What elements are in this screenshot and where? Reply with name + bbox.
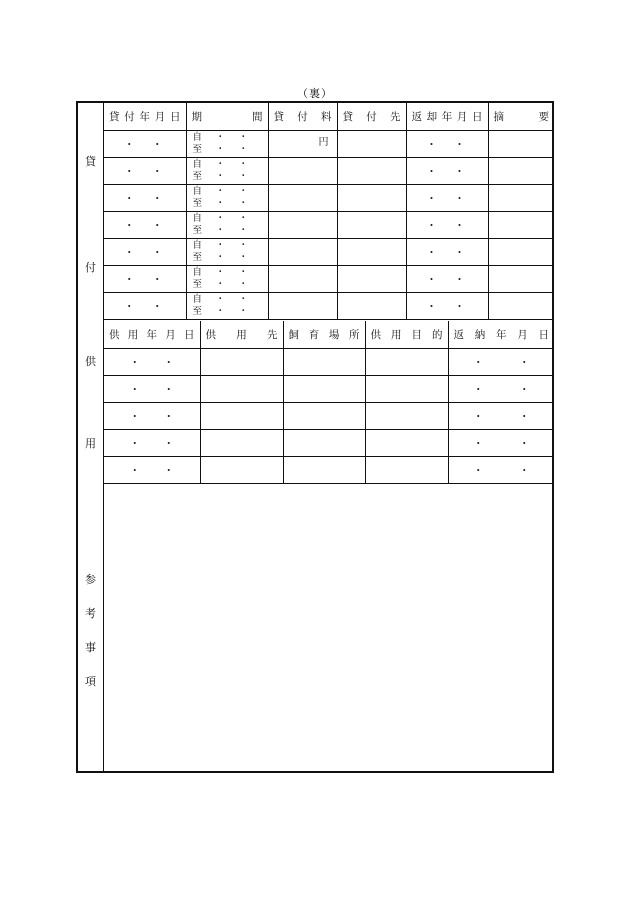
- notes-label-char-2: 考: [85, 607, 96, 620]
- period-from: 自 ・ ・: [192, 293, 251, 305]
- borrower-cell[interactable]: [337, 157, 406, 184]
- header-breeding-place: 飼育場所: [283, 321, 365, 348]
- usage-label-char-1: 供: [85, 355, 96, 368]
- period-to: 至 ・ ・: [192, 197, 251, 209]
- table-row: [104, 130, 554, 157]
- usage-date-cell[interactable]: ・ ・: [104, 375, 200, 402]
- lending-date-cell[interactable]: ・ ・: [104, 157, 186, 184]
- period-to: 至 ・ ・: [192, 278, 251, 290]
- table-row: [104, 429, 554, 456]
- period-to: 至 ・ ・: [192, 305, 251, 317]
- period-to: 至 ・ ・: [192, 251, 251, 263]
- fee-cell[interactable]: [268, 157, 337, 184]
- borrower-cell[interactable]: [337, 184, 406, 211]
- table-row: [104, 238, 554, 265]
- usage-return-date-cell[interactable]: ・ ・: [448, 456, 554, 483]
- header-return-date: 返納年月日: [448, 321, 554, 348]
- fee-cell[interactable]: [268, 211, 337, 238]
- usage-table: [104, 321, 554, 484]
- usage-section: [78, 321, 552, 483]
- breeding-place-cell[interactable]: [283, 402, 365, 429]
- fee-cell[interactable]: [268, 238, 337, 265]
- period-from: 自 ・ ・: [192, 185, 251, 197]
- header-period: 期 間: [186, 103, 268, 130]
- lending-table: [104, 103, 554, 320]
- usage-date-cell[interactable]: ・ ・: [104, 456, 200, 483]
- page-heading: （裏）: [297, 87, 333, 100]
- header-lending-fee: 貸 付 料: [268, 103, 337, 130]
- period-cell[interactable]: [186, 292, 268, 319]
- table-row: [104, 157, 554, 184]
- period-cell[interactable]: [186, 211, 268, 238]
- period-to: 至 ・ ・: [192, 143, 251, 155]
- table-row: [104, 348, 554, 375]
- return-date-cell[interactable]: ・ ・: [406, 292, 488, 319]
- usage-purpose-cell[interactable]: [365, 375, 448, 402]
- return-date-cell[interactable]: ・ ・: [406, 265, 488, 292]
- lending-date-cell[interactable]: ・ ・: [104, 211, 186, 238]
- usage-date-cell[interactable]: ・ ・: [104, 429, 200, 456]
- borrower-cell[interactable]: [337, 265, 406, 292]
- fee-cell[interactable]: [268, 292, 337, 319]
- fee-cell[interactable]: [268, 265, 337, 292]
- breeding-place-cell[interactable]: [283, 456, 365, 483]
- table-row: [104, 292, 554, 319]
- notes-section: [78, 483, 552, 771]
- header-usage-purpose: 供用目的: [365, 321, 448, 348]
- table-row: [104, 265, 554, 292]
- period-from: 自 ・ ・: [192, 158, 251, 170]
- period-cell[interactable]: [186, 184, 268, 211]
- usage-destination-cell[interactable]: [200, 429, 283, 456]
- period-from: 自 ・ ・: [192, 212, 251, 224]
- period-from: 自 ・ ・: [192, 131, 251, 143]
- lending-date-cell[interactable]: ・ ・: [104, 292, 186, 319]
- usage-purpose-cell[interactable]: [365, 456, 448, 483]
- remarks-cell[interactable]: [488, 211, 554, 238]
- header-lending-date: 貸付年月日: [104, 103, 186, 130]
- header-usage-destination: 供 用 先: [200, 321, 283, 348]
- header-borrower: 貸 付 先: [337, 103, 406, 130]
- period-cell[interactable]: [186, 238, 268, 265]
- remarks-cell[interactable]: [488, 238, 554, 265]
- usage-destination-cell[interactable]: [200, 375, 283, 402]
- period-cell[interactable]: [186, 130, 268, 157]
- fee-cell[interactable]: 円: [268, 130, 337, 157]
- breeding-place-cell[interactable]: [283, 348, 365, 375]
- usage-return-date-cell[interactable]: ・ ・: [448, 402, 554, 429]
- period-from: 自 ・ ・: [192, 266, 251, 278]
- return-date-cell[interactable]: ・ ・: [406, 238, 488, 265]
- table-row: [104, 184, 554, 211]
- table-row: [104, 375, 554, 402]
- notes-label: [78, 483, 104, 771]
- usage-destination-cell[interactable]: [200, 456, 283, 483]
- usage-return-date-cell[interactable]: ・ ・: [448, 429, 554, 456]
- notes-label-char-4: 項: [85, 675, 96, 688]
- borrower-cell[interactable]: [337, 292, 406, 319]
- usage-return-date-cell[interactable]: ・ ・: [448, 375, 554, 402]
- lending-label-char-2: 付: [85, 261, 96, 274]
- notes-label-char-3: 事: [85, 641, 96, 654]
- borrower-cell[interactable]: [337, 130, 406, 157]
- return-date-cell[interactable]: ・ ・: [406, 130, 488, 157]
- lending-date-cell[interactable]: ・ ・: [104, 265, 186, 292]
- table-row: [104, 211, 554, 238]
- notes-field[interactable]: [104, 483, 552, 771]
- remarks-cell[interactable]: [488, 157, 554, 184]
- fee-cell[interactable]: [268, 184, 337, 211]
- return-date-cell[interactable]: ・ ・: [406, 211, 488, 238]
- usage-date-cell[interactable]: ・ ・: [104, 348, 200, 375]
- borrower-cell[interactable]: [337, 238, 406, 265]
- breeding-place-cell[interactable]: [283, 375, 365, 402]
- usage-purpose-cell[interactable]: [365, 402, 448, 429]
- remarks-cell[interactable]: [488, 184, 554, 211]
- period-to: 至 ・ ・: [192, 224, 251, 236]
- lending-label-char-1: 貸: [85, 155, 96, 168]
- borrower-cell[interactable]: [337, 211, 406, 238]
- period-cell[interactable]: [186, 265, 268, 292]
- usage-return-date-cell[interactable]: ・ ・: [448, 348, 554, 375]
- usage-purpose-cell[interactable]: [365, 348, 448, 375]
- usage-label-char-2: 用: [85, 437, 96, 450]
- period-from: 自 ・ ・: [192, 239, 251, 251]
- usage-purpose-cell[interactable]: [365, 429, 448, 456]
- header-remarks: 摘 要: [488, 103, 554, 130]
- remarks-cell[interactable]: [488, 292, 554, 319]
- return-date-cell[interactable]: ・ ・: [406, 157, 488, 184]
- notes-label-char-1: 参: [85, 573, 96, 586]
- header-return-date: 返却年月日: [406, 103, 488, 130]
- lending-section: [78, 103, 552, 321]
- lending-date-cell[interactable]: ・ ・: [104, 184, 186, 211]
- remarks-cell[interactable]: [488, 130, 554, 157]
- usage-label: [78, 321, 104, 483]
- lending-label: [78, 103, 104, 321]
- usage-destination-cell[interactable]: [200, 348, 283, 375]
- usage-destination-cell[interactable]: [200, 402, 283, 429]
- table-row: [104, 402, 554, 429]
- period-cell[interactable]: [186, 157, 268, 184]
- header-usage-date: 供用年月日: [104, 321, 200, 348]
- remarks-cell[interactable]: [488, 265, 554, 292]
- lending-date-cell[interactable]: ・ ・: [104, 238, 186, 265]
- ledger-form: [76, 101, 554, 773]
- lending-date-cell[interactable]: ・ ・: [104, 130, 186, 157]
- period-to: 至 ・ ・: [192, 170, 251, 182]
- table-row: [104, 456, 554, 483]
- breeding-place-cell[interactable]: [283, 429, 365, 456]
- usage-date-cell[interactable]: ・ ・: [104, 402, 200, 429]
- return-date-cell[interactable]: ・ ・: [406, 184, 488, 211]
